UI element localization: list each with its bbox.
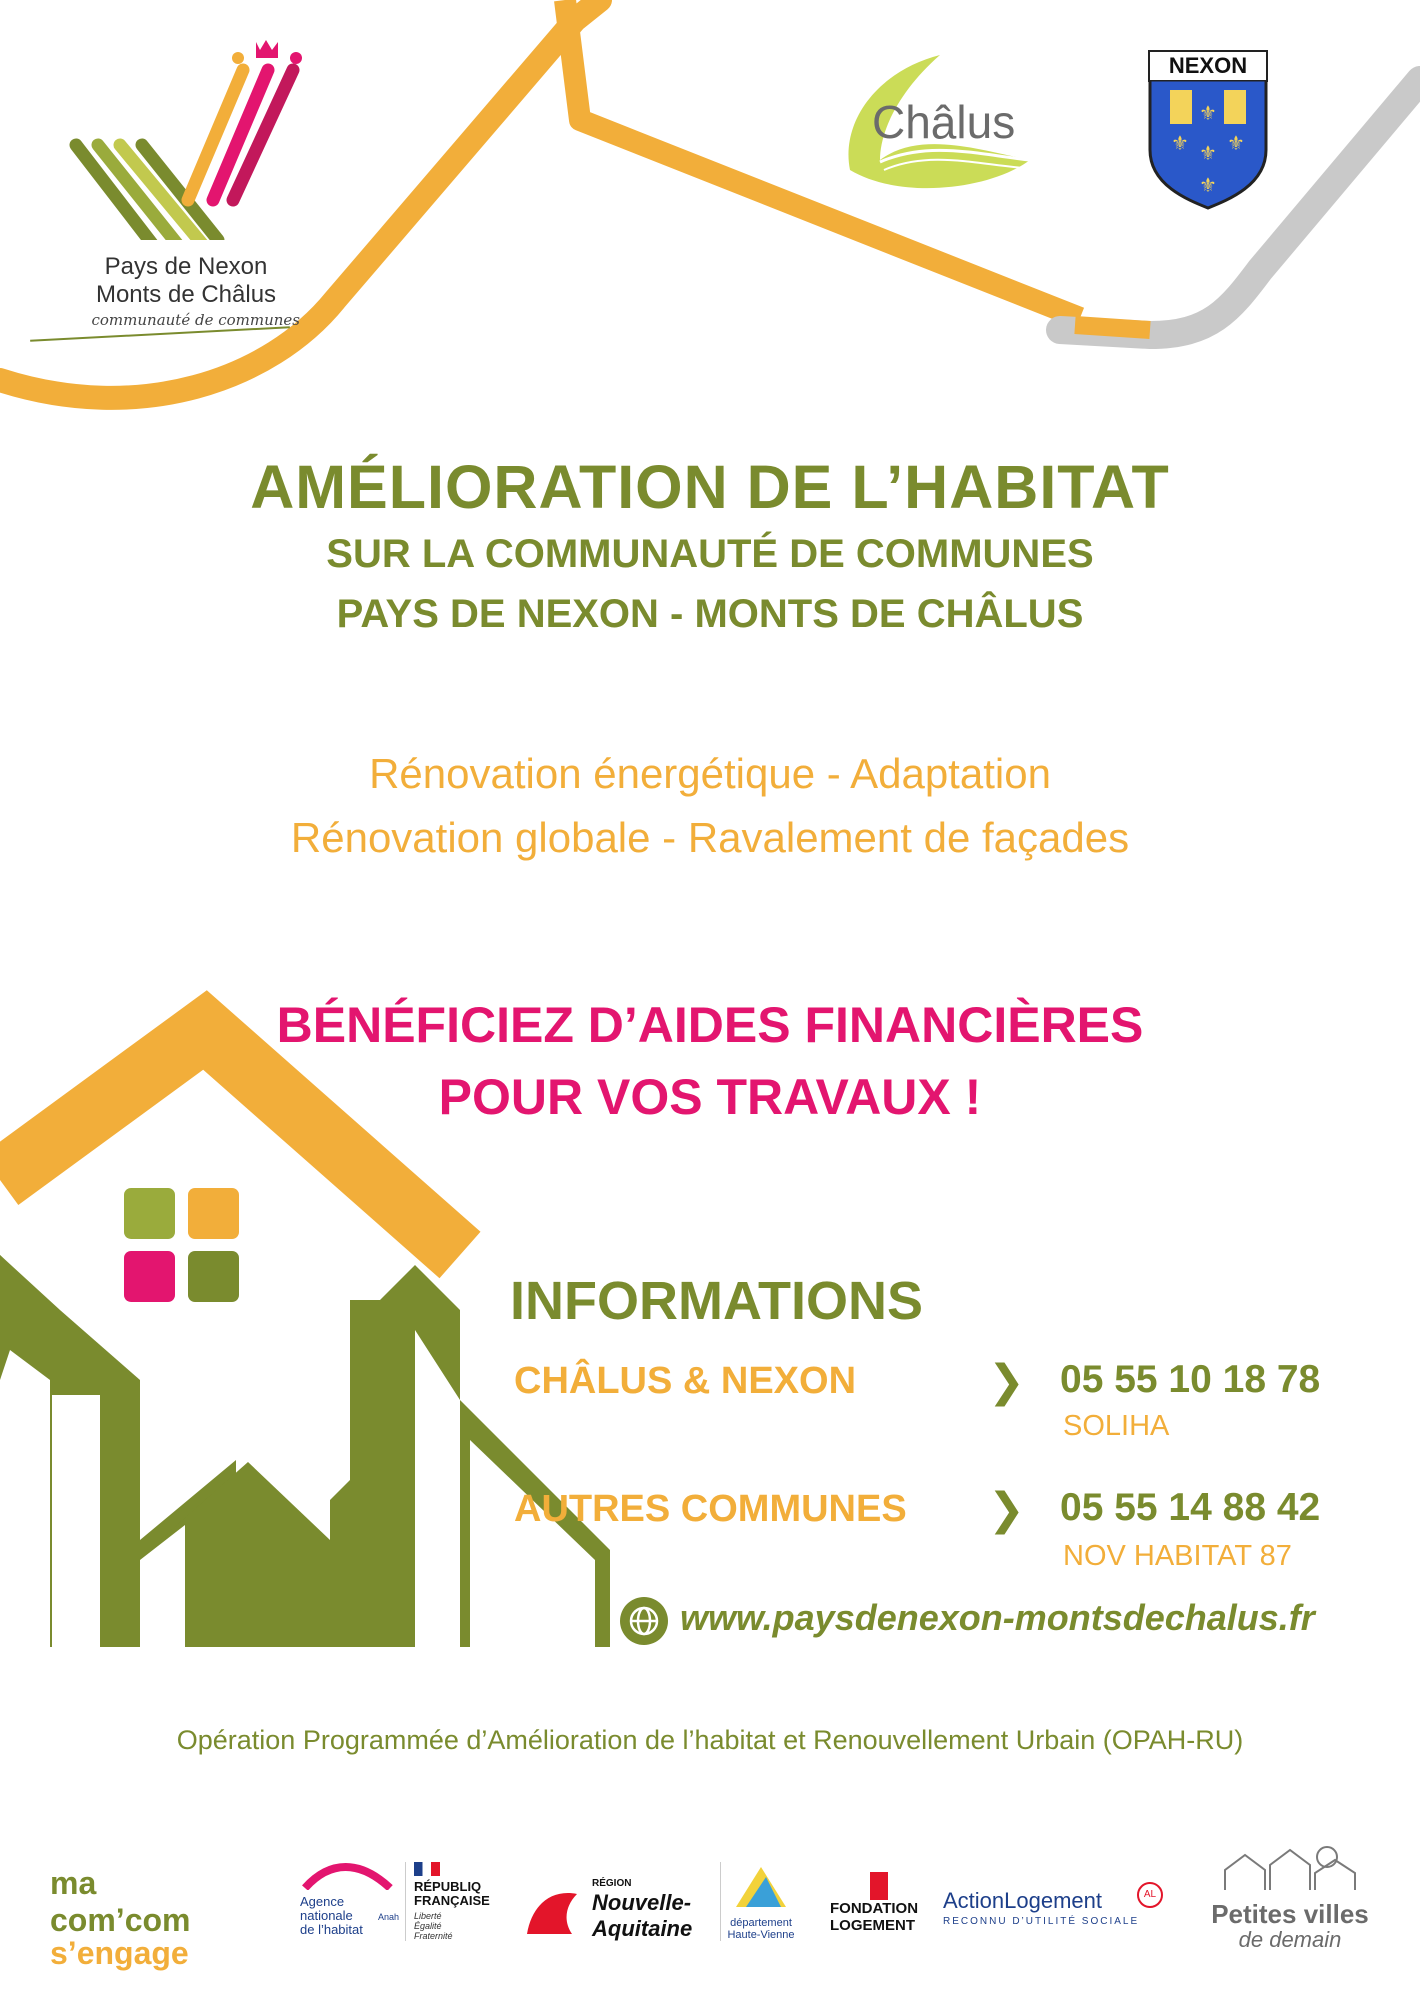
partner-macomcom-line1: ma com’com [50,1865,191,1938]
website-link[interactable]: www.paysdenexon-montsdechalus.fr [680,1597,1315,1638]
fondation-flame-icon [870,1872,888,1900]
partner-fondation-logement-logo [830,1872,930,1934]
partner-al-l2: RECONNU D’UTILITÉ SOCIALE [943,1916,1140,1927]
partner-rf-l4: Égalité [414,1921,442,1931]
partner-na-l3: Aquitaine [592,1916,693,1941]
contact-zone-1: CHÂLUS & NEXON [514,1360,857,1402]
region-lion-icon [522,1884,582,1944]
partner-petites-villes-logo [1195,1845,1385,1952]
contact-phone-1[interactable]: 05 55 10 18 78 [1060,1358,1321,1401]
svg-text:⚜: ⚜ [1227,133,1245,155]
partner-republique-logo [405,1862,514,1941]
partner-rf-l2: FRANÇAISE [414,1893,490,1908]
partner-na-l1: RÉGION [592,1878,632,1889]
partner-rf-l3: Liberté [414,1911,442,1921]
partner-al-badge: AL [1137,1882,1163,1908]
cta-line-1: BÉNÉFICIEZ D’AIDES FINANCIÈRES [276,997,1144,1053]
village-icon [1215,1845,1365,1895]
partner-pvd-l2: de demain [1238,1927,1342,1952]
partner-al-l1: ActionLogement [943,1888,1102,1913]
cc-logo-line1: Pays de Nexon [104,253,268,280]
partner-fl-l1: FONDATION [830,1900,919,1917]
contact-zone-2: AUTRES COMMUNES [514,1488,907,1530]
chalus-logo-text: Châlus [872,96,1016,148]
partner-anah-l2: nationale [300,1908,353,1923]
partner-rf-l5: Fraternité [414,1931,453,1941]
anah-swoosh-icon [300,1860,400,1890]
partner-anah-logo [300,1860,400,1937]
cc-logo-line3: communauté de communes [91,311,300,329]
partner-haute-vienne-logo [720,1862,801,1941]
info-title: INFORMATIONS [510,1271,923,1331]
contact-org-2: NOV HABITAT 87 [1063,1540,1292,1572]
partner-rf-l1: RÉPUBLIQ [414,1879,482,1894]
svg-text:⚜: ⚜ [1199,143,1217,165]
page-subtitle-1: SUR LA COMMUNAUTÉ DE COMMUNES [326,532,1094,576]
chevron-right-icon: ❯ [988,1485,1025,1534]
partner-hv-l2: Haute-Vienne [727,1929,795,1941]
nexon-crest-label: NEXON [1148,50,1268,82]
svg-text:⚜: ⚜ [1199,175,1217,197]
works-line-2: Rénovation globale - Ravalement de façades [290,814,1130,861]
program-name: Opération Programmée d’Amélioration de l’habitat et Renouvellement Urbain (OPAH-RU) [176,1725,1244,1755]
haute-vienne-icon [726,1862,796,1912]
partner-pvd-l1: Petites villes [1211,1899,1369,1929]
works-line-1: Rénovation énergétique - Adaptation [369,750,1051,797]
partner-anah-l3: de l’habitat [300,1922,363,1937]
cc-logo-mark [68,40,308,240]
french-flag-icon [414,1862,440,1876]
cta-line-2: POUR VOS TRAVAUX ! [438,1069,982,1125]
contact-phone-2[interactable]: 05 55 14 88 42 [1060,1486,1321,1529]
partner-anah-l1: Agence [300,1894,345,1909]
partner-anah-extra: Anah [378,1912,400,1922]
partner-macomcom-logo [50,1865,240,1972]
contact-org-1: SOLIHA [1063,1410,1170,1442]
partner-fl-l2: LOGEMENT [830,1917,915,1934]
cc-logo-line2: Monts de Châlus [95,281,277,308]
globe-icon [620,1597,668,1645]
svg-text:⚜: ⚜ [1171,133,1189,155]
partner-na-l2: Nouvelle- [592,1890,692,1915]
svg-text:⚜: ⚜ [1199,103,1217,125]
partner-hv-l1: département [730,1917,792,1929]
partner-macomcom-line2: s’engage [50,1935,189,1971]
partner-action-logement-logo [943,1888,1163,1927]
page-title: AMÉLIORATION DE L’HABITAT [250,453,1170,521]
nexon-crest-icon [1148,80,1268,210]
page-subtitle-2: PAYS DE NEXON - MONTS DE CHÂLUS [336,592,1084,636]
chevron-right-icon: ❯ [988,1357,1025,1406]
